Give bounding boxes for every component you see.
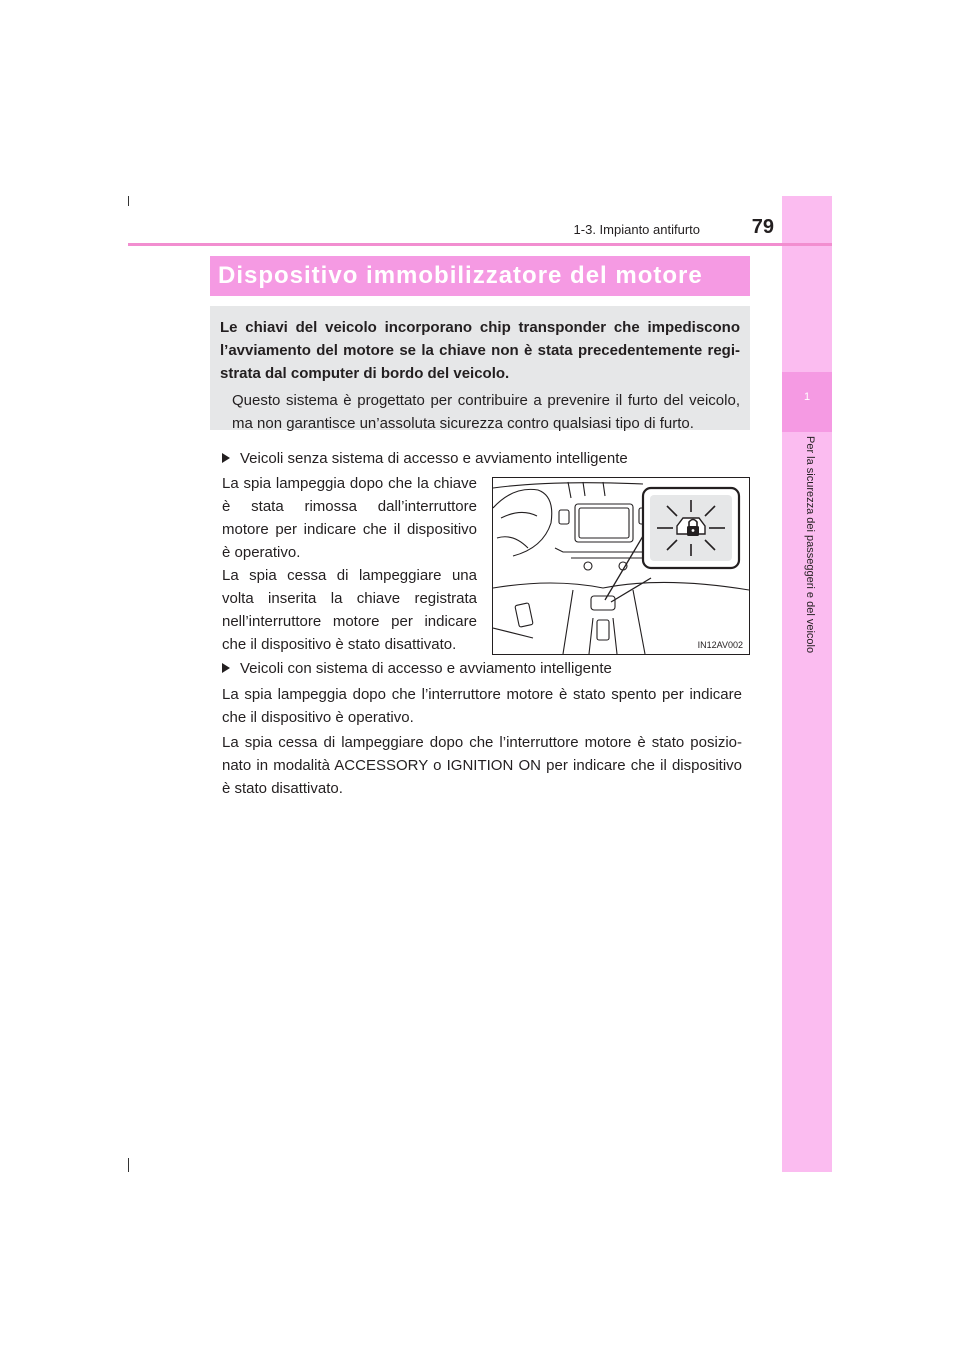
- crop-mark: [128, 1158, 129, 1172]
- chapter-number: 1: [803, 391, 811, 403]
- page-title: Dispositivo immobilizzatore del motore: [210, 256, 750, 296]
- triangle-bullet-icon: [222, 663, 230, 673]
- chapter-title: Per la sicurezza dei passeggeri e del veicolo: [804, 436, 816, 654]
- section1-paragraph-1: La spia lampeggia dopo che la chiave è stata rimossa dall’interruttore motore per indicare che il dispositivo è operativo.: [222, 475, 477, 561]
- intro-box: [210, 306, 750, 430]
- section-header: 1-3. Impianto antifurto: [573, 222, 700, 237]
- triangle-bullet-icon: [222, 453, 230, 463]
- section-heading-1: Veicoli senza sistema di accesso e avviamento intelligente: [222, 449, 628, 469]
- intro-note-text: Questo sistema è progettato per contribuire a prevenire il furto del veicolo, ma non garantisce un’assoluta sicurezza contro qualsiasi tipo di furto.: [232, 392, 740, 432]
- section-heading-2: Veicoli con sistema di accesso e avviamento intelligente: [222, 659, 612, 679]
- figure-code: IN12AV002: [697, 640, 743, 650]
- dashboard-illustration: [492, 477, 750, 655]
- page-number: 79: [751, 216, 774, 238]
- dashboard-drawing: [493, 478, 749, 654]
- section1-paragraph-2: La spia cessa di lampeggiare una volta inserita la chiave registrata nell’interruttore motore per indicare che il dispositivo è stato disattivato.: [222, 567, 477, 653]
- intro-bold-text: Le chiavi del veicolo incorporano chip transponder che impediscono l’avviamento del motore se la chiave non è stata precedentemente regi-strata dal computer di bordo del veicolo.: [220, 319, 740, 382]
- header-rule: [128, 243, 832, 246]
- section2-paragraph-1: La spia lampeggia dopo che l’interruttore motore è stato spento per indicare che il dispositivo è operativo.: [222, 686, 742, 726]
- section2-paragraph-2: La spia cessa di lampeggiare dopo che l’interruttore motore è stato posizio-nato in modalità ACCESSORY o IGNITION ON per indicare che il dispositivo è stato disattivato.: [222, 734, 742, 797]
- crop-mark: [128, 196, 129, 206]
